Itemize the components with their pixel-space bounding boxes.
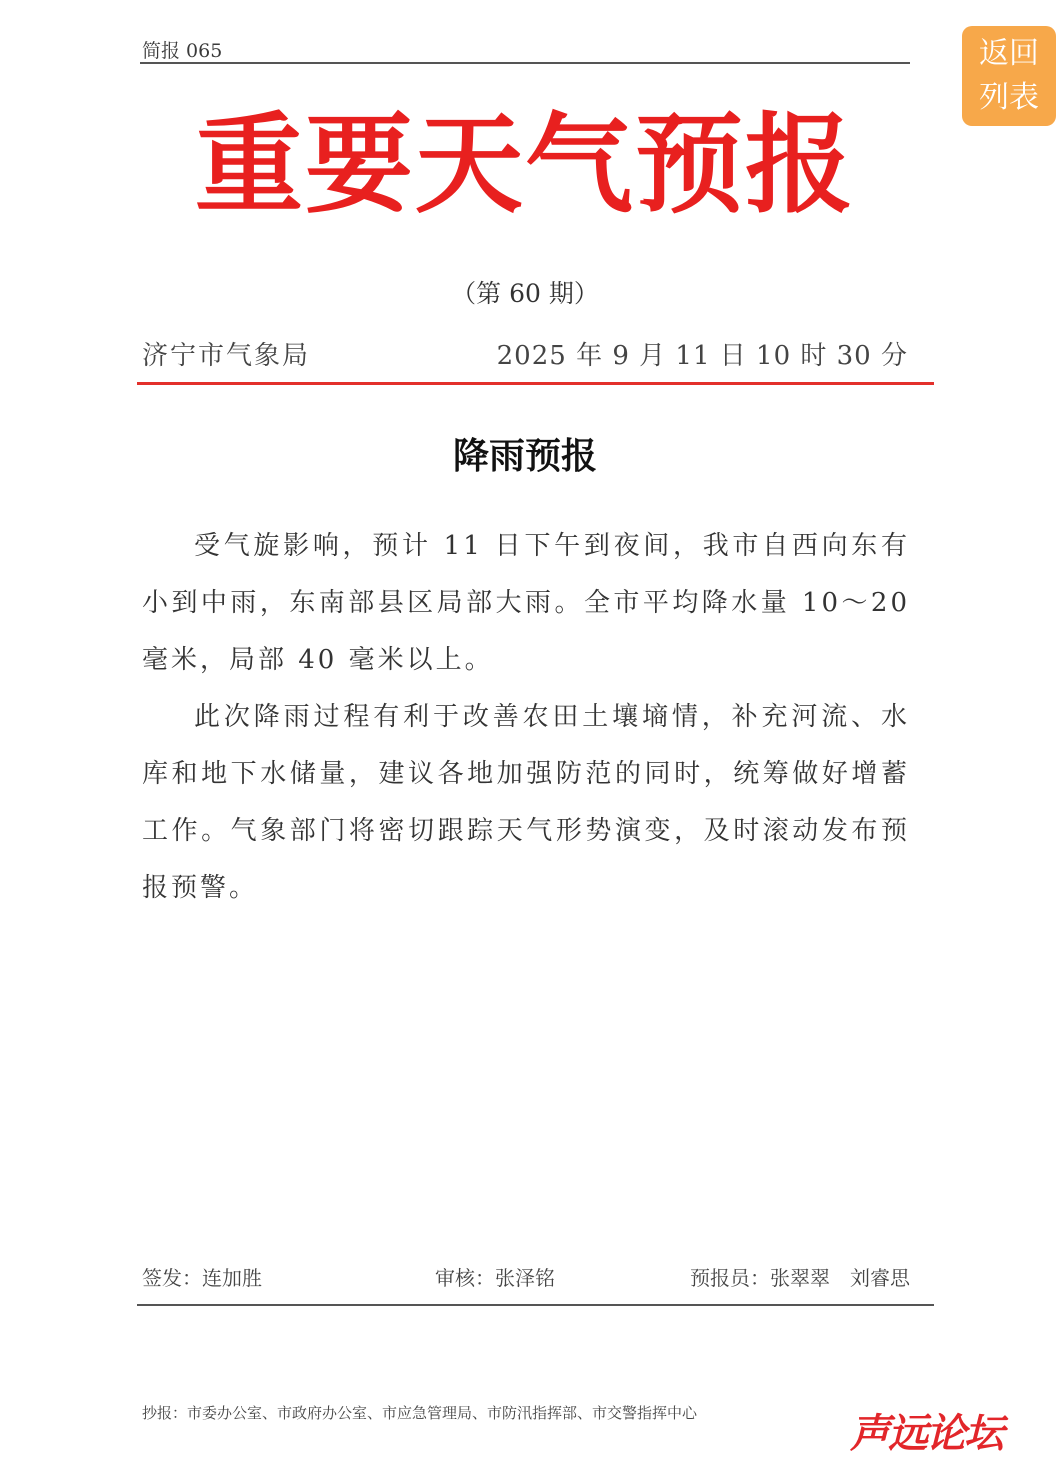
reviewed-by: 审核：张泽铭 <box>435 1266 555 1290</box>
red-divider <box>137 382 934 385</box>
forum-watermark-logo: 声远论坛 <box>850 1411 1002 1457</box>
brief-number: 简报 065 <box>142 40 223 62</box>
masthead-title: 重要天气预报 <box>194 102 855 228</box>
bottom-divider <box>137 1304 934 1306</box>
signed-by: 签发：连加胜 <box>142 1266 262 1290</box>
issue-number: （第 60 期） <box>451 279 599 308</box>
back-button-line2: 列表 <box>979 80 1039 115</box>
issuing-agency: 济宁市气象局 <box>142 341 311 371</box>
article-paragraph: 此次降雨过程有利于改善农田土壤墒情，补充河流、水库和地下水储量，建议各地加强防范的同时，统筹做好增蓄工作。气象部门将密切跟踪天气形势演变，及时滚动发布预报预警。 <box>142 702 910 903</box>
cc-recipients: 抄报：市委办公室、市政府办公室、市应急管理局、市防汛指挥部、市交警指挥中心 <box>142 1404 698 1422</box>
forecasters: 预报员：张翠翠 刘睿思 <box>690 1266 910 1290</box>
signature-row <box>142 1262 910 1292</box>
back-to-list-button[interactable] <box>962 26 1056 126</box>
article-paragraph: 受气旋影响，预计 11 日下午到夜间，我市自西向东有小到中雨，东南部县区局部大雨。全市平均降水量 10～20 毫米，局部 40 毫米以上。 <box>142 531 910 675</box>
top-divider <box>140 62 910 64</box>
back-button-line1: 返回 <box>979 36 1039 71</box>
issue-datetime: 2025 年 9 月 11 日 10 时 30 分 <box>496 341 908 371</box>
article-body <box>142 518 910 917</box>
article-title: 降雨预报 <box>452 436 597 477</box>
